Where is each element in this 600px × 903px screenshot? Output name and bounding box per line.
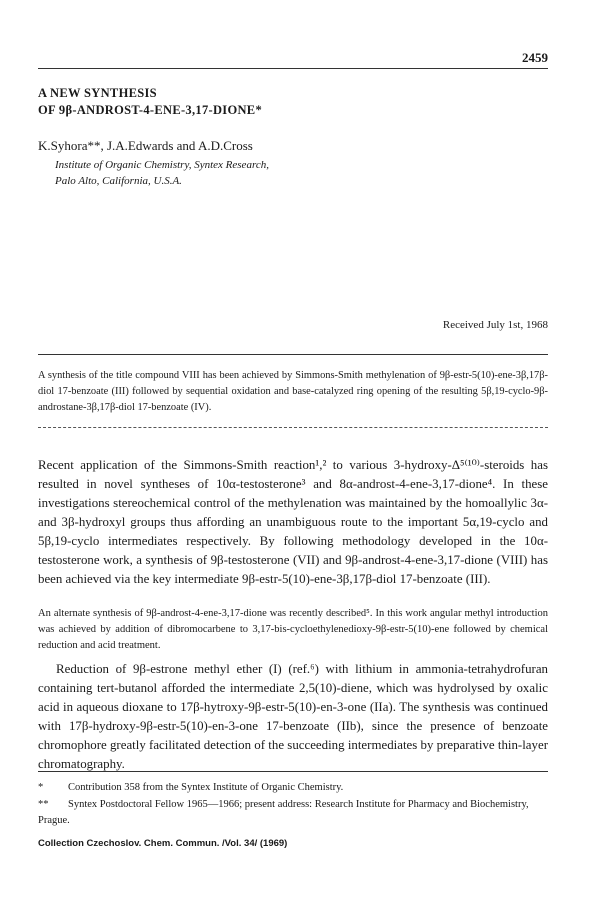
footnote-1-text: Contribution 358 from the Syntex Institute of Organic Chemistry. (68, 782, 344, 793)
article-title (38, 85, 262, 119)
abstract-top-rule (38, 354, 548, 355)
page-number: 2459 (522, 50, 548, 65)
journal-citation: Collection Czechoslov. Chem. Commun. /Vol. 34/ (1969) (38, 838, 288, 849)
affiliation (55, 157, 269, 189)
body-paragraph-1: Recent application of the Simmons-Smith reaction¹,² to various 3-hydroxy-Δ⁵⁽¹⁰⁾-steroids has resulted in novel syntheses of 10α-testosterone³ and 8α-androst-4-ene-3,17-dione⁴. In these investigations stereochemical control of the methylenation was maintained by the homoallylic 3α- and 3β-hydroxyl groups thus affording an unambiguous route to the important 5α,19-cyclo and 5β,19-cyclo intermediates respectively. By following methodology developed in the 10α-testosterone work, a synthesis of 9β-testosterone (VII) and 9β-androst-4-ene-3,17-dione (VIII) has been achieved via the key intermediate 9β-estr-5(10)-ene-3β,17β-diol 17-benzoate (III). (38, 458, 548, 586)
footnote-1 (38, 780, 548, 796)
footnote-1-mark: * (38, 782, 44, 793)
footnote-2-mark: ** (38, 799, 49, 810)
affiliation-line-2: Palo Alto, California, U.S.A. (55, 175, 182, 187)
footnote-rule (38, 771, 548, 772)
footnote-2 (38, 797, 548, 829)
body-paragraph-2: An alternate synthesis of 9β-androst-4-ene-3,17-dione was recently described⁵. In this work angular methyl introduction was achieved by addition of dibromocarbene to 3,17-bis-cycloethylenedioxy-9β-estr-5(10)-ene followed by chemical reduction and acid treatment. (38, 608, 548, 651)
footnote-2-text: Syntex Postdoctoral Fellow 1965—1966; present address: Research Institute for Pharmacy and Biochemistry, Prague. (38, 799, 529, 826)
affiliation-line-1: Institute of Organic Chemistry, Syntex Research, (55, 159, 269, 171)
received-date: Received July 1st, 1968 (442, 319, 548, 331)
header-rule (38, 68, 548, 69)
abstract: A synthesis of the title compound VIII has been achieved by Simmons-Smith methylenation of 9β-estr-5(10)-ene-3β,17β-diol 17-benzoate (III) followed by sequential oxidation and base-catalyzed ring opening of the resulting 5β,19-cyclo-9β-androstane-3β,17β-diol 17-benzoate (IV). (38, 370, 548, 413)
title-line-1: A NEW SYNTHESIS (38, 86, 157, 100)
abstract-bottom-rule (38, 427, 548, 428)
authors: K.Syhora**, J.A.Edwards and A.D.Cross (38, 138, 253, 153)
title-line-2: OF 9β-ANDROST-4-ENE-3,17-DIONE* (38, 103, 262, 117)
body-paragraph-3: Reduction of 9β-estrone methyl ether (I) (ref.⁶) with lithium in ammonia-tetrahydrofuran containing tert-butanol afforded the intermediate 2,5(10)-diene, which was hydrolysed by oxalic acid in aqueous dioxane to 17β-hytroxy-9β-estr-5(10)-en-3-one (IIa). The synthesis was continued with 17β-hydroxy-9β-estr-5(10)-en-3-one 17-benzoate (IIb), since the presence of benzoate chromophore greatly facilitated detection of the succeeding intermediates by preparative thin-layer chromatography. (38, 662, 548, 771)
